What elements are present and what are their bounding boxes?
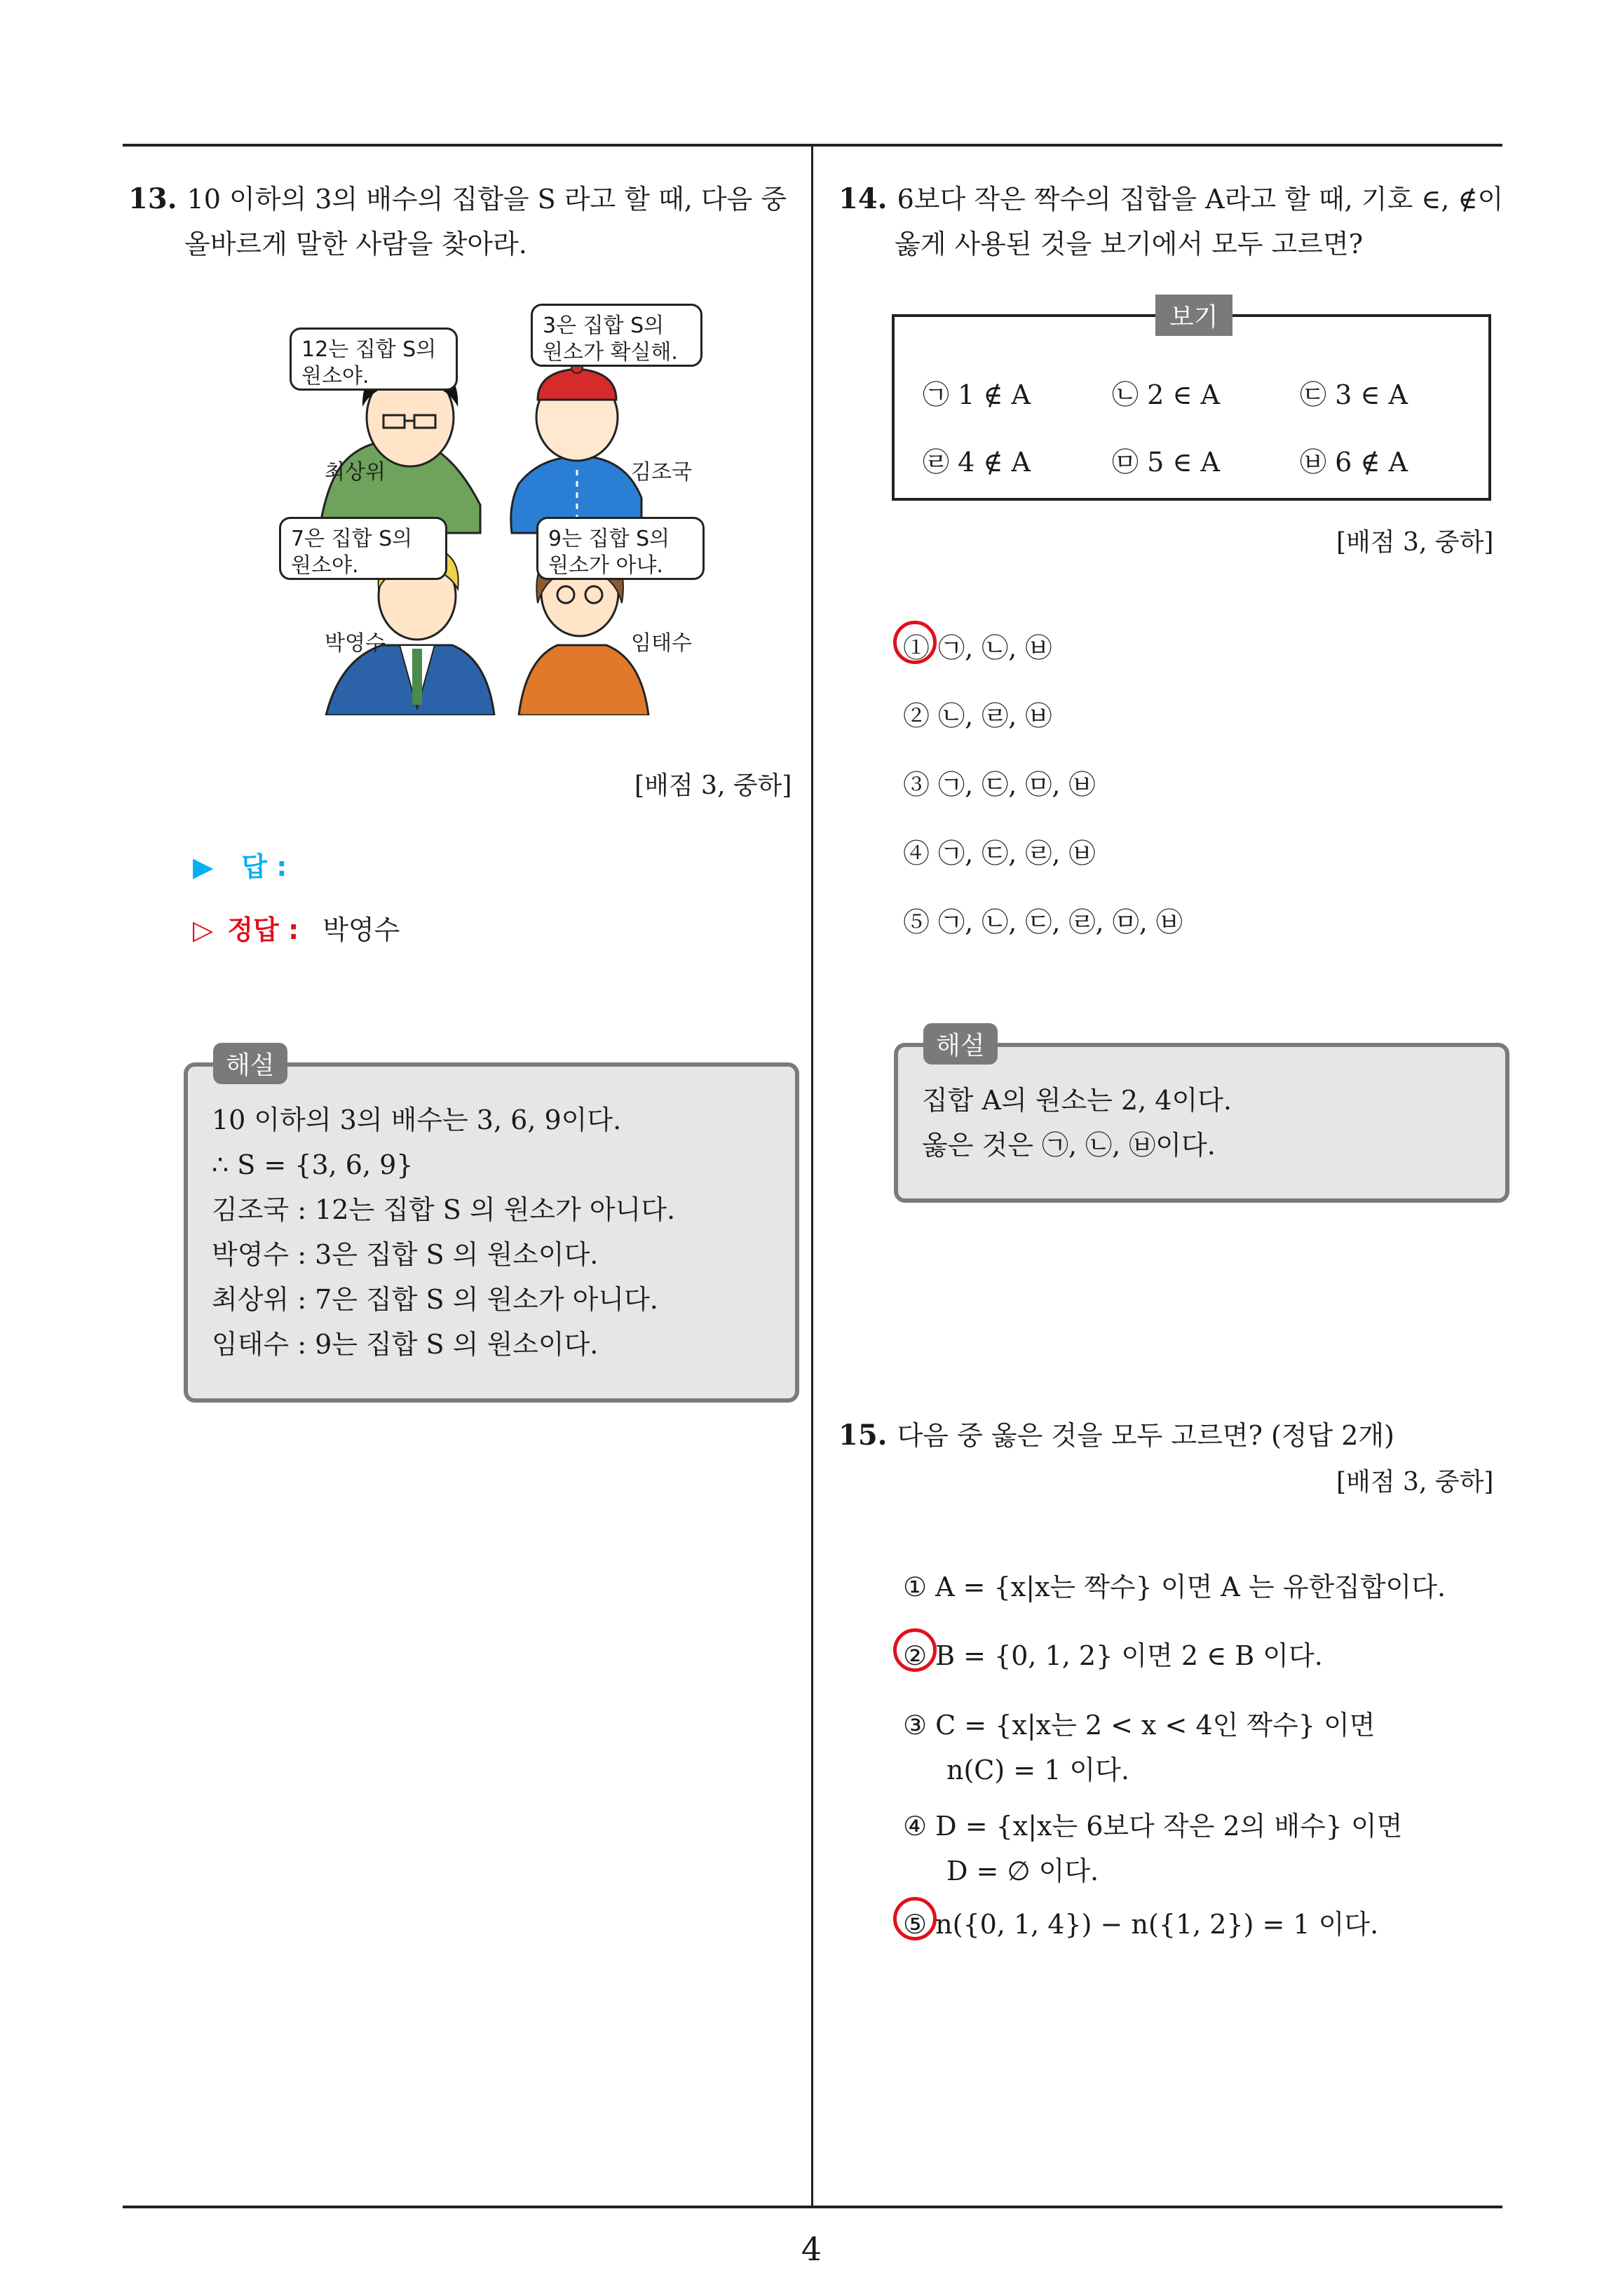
answer-choice-2[interactable]: ② ㉡, ㉣, ㉥: [903, 701, 1052, 731]
question-text-line1: 6보다 작은 짝수의 집합을 A라고 할 때, 기호 ∈, ∉이: [897, 184, 1504, 215]
speech-bubble-kim: 3은 집합 S의 원소가 확실해.: [531, 304, 702, 367]
answer-choice-4[interactable]: ④ D = {x|x는 6보다 작은 2의 배수} 이면 D = ∅ 이다.: [903, 1811, 1403, 1886]
correct-answer-value: 박영수: [322, 914, 400, 945]
q14-meta: [배점 3, 중하]: [1336, 528, 1494, 557]
question-15: [838, 1413, 1512, 1458]
answer-choice-5[interactable]: ⑤ ㉠, ㉡, ㉢, ㉣, ㉤, ㉥: [903, 907, 1183, 938]
person-name-lim: 임태수: [631, 631, 692, 656]
answer-row: [193, 845, 287, 884]
correct-answer-row: [193, 908, 400, 947]
question-text-line2: 올바르게 말한 사람을 찾아라.: [184, 229, 527, 259]
answer-choice-1[interactable]: ① ㉠, ㉡, ㉥: [903, 633, 1052, 663]
answer-choice-5[interactable]: ⑤ n({0, 1, 4}) − n({1, 2}) = 1 이다.: [903, 1909, 1379, 1940]
question-text-line2: 옳게 사용된 것을 보기에서 모두 고르면?: [895, 229, 1364, 259]
question-number: 15.: [838, 1419, 888, 1452]
question-text: 다음 중 옳은 것을 모두 고르면? (정답 2개): [897, 1420, 1394, 1451]
answer-choice-2[interactable]: ② B = {0, 1, 2} 이면 2 ∈ B 이다.: [903, 1640, 1323, 1671]
question-14: [838, 177, 1512, 266]
answer-choice-4[interactable]: ④ ㉠, ㉢, ㉣, ㉥: [903, 838, 1096, 869]
bogi-item: ㉥ 6 ∉ A: [1300, 447, 1408, 478]
bogi-item: ㉤ 5 ∈ A: [1112, 447, 1220, 478]
bogi-item: ㉡ 2 ∈ A: [1112, 379, 1220, 410]
q13-meta: [배점 3, 중하]: [634, 771, 792, 800]
bogi-tag: 보기: [1155, 295, 1232, 336]
speech-bubble-lim: 9는 집합 S의 원소가 아냐.: [536, 517, 705, 580]
answer-choice-1[interactable]: ① A = {x|x는 짝수} 이면 A 는 유한집합이다.: [903, 1572, 1446, 1602]
answer-label: 답 :: [241, 851, 287, 882]
person-name-choi: 최상위: [325, 460, 386, 485]
q15-meta: [배점 3, 중하]: [1336, 1468, 1494, 1497]
speech-bubble-choi: 12는 집합 S의 원소야.: [290, 327, 458, 391]
bogi-item: ㉢ 3 ∈ A: [1300, 379, 1408, 410]
person-kim-illustration: [511, 362, 641, 533]
bogi-item: ㉠ 1 ∉ A: [923, 379, 1031, 410]
question-number: 13.: [128, 182, 177, 215]
page-number: 4: [801, 2230, 822, 2268]
correct-marker-icon: ▷: [193, 914, 214, 945]
bottom-rule: [123, 2206, 1502, 2208]
person-name-kim: 김조국: [631, 460, 692, 485]
question-number: 14.: [838, 182, 888, 215]
column-divider: [811, 145, 813, 2207]
correct-answer-label: 정답 :: [227, 914, 299, 945]
answer-choice-3[interactable]: ③ C = {x|x는 2 < x < 4인 짝수} 이면 n(C) = 1 이다.: [903, 1710, 1376, 1785]
question-text-line1: 10 이하의 3의 배수의 집합을 S 라고 할 때, 다음 중: [186, 184, 787, 215]
answer-marker-icon: ▶: [193, 851, 214, 882]
person-name-park: 박영수: [325, 631, 386, 656]
q13-solution-box: [184, 1051, 799, 1403]
solution-lines: 집합 A의 원소는 2, 4이다. 옳은 것은 ㉠, ㉡, ㉥이다.: [922, 1085, 1232, 1161]
bogi-item: ㉣ 4 ∉ A: [923, 447, 1031, 478]
bogi-box: [892, 303, 1491, 501]
solution-tag: 해설: [923, 1023, 998, 1065]
solution-tag: 해설: [213, 1043, 287, 1084]
answer-choice-3[interactable]: ③ ㉠, ㉢, ㉤, ㉥: [903, 769, 1096, 800]
solution-lines: 10 이하의 3의 배수는 3, 6, 9이다. ∴ S = {3, 6, 9} 김조국 : 12는 집합 S 의 원소가 아니다. 박영수 : 3은 집합 S 의 원소이다. 최상위 : 7은 집합 S 의 원소가 아니다. 임태수 : 9는 집합 S 의 원소이다.: [212, 1105, 676, 1360]
question-13: [128, 177, 801, 266]
q14-solution-box: [894, 1032, 1509, 1203]
speech-bubble-park: 7은 집합 S의 원소야.: [279, 517, 447, 580]
